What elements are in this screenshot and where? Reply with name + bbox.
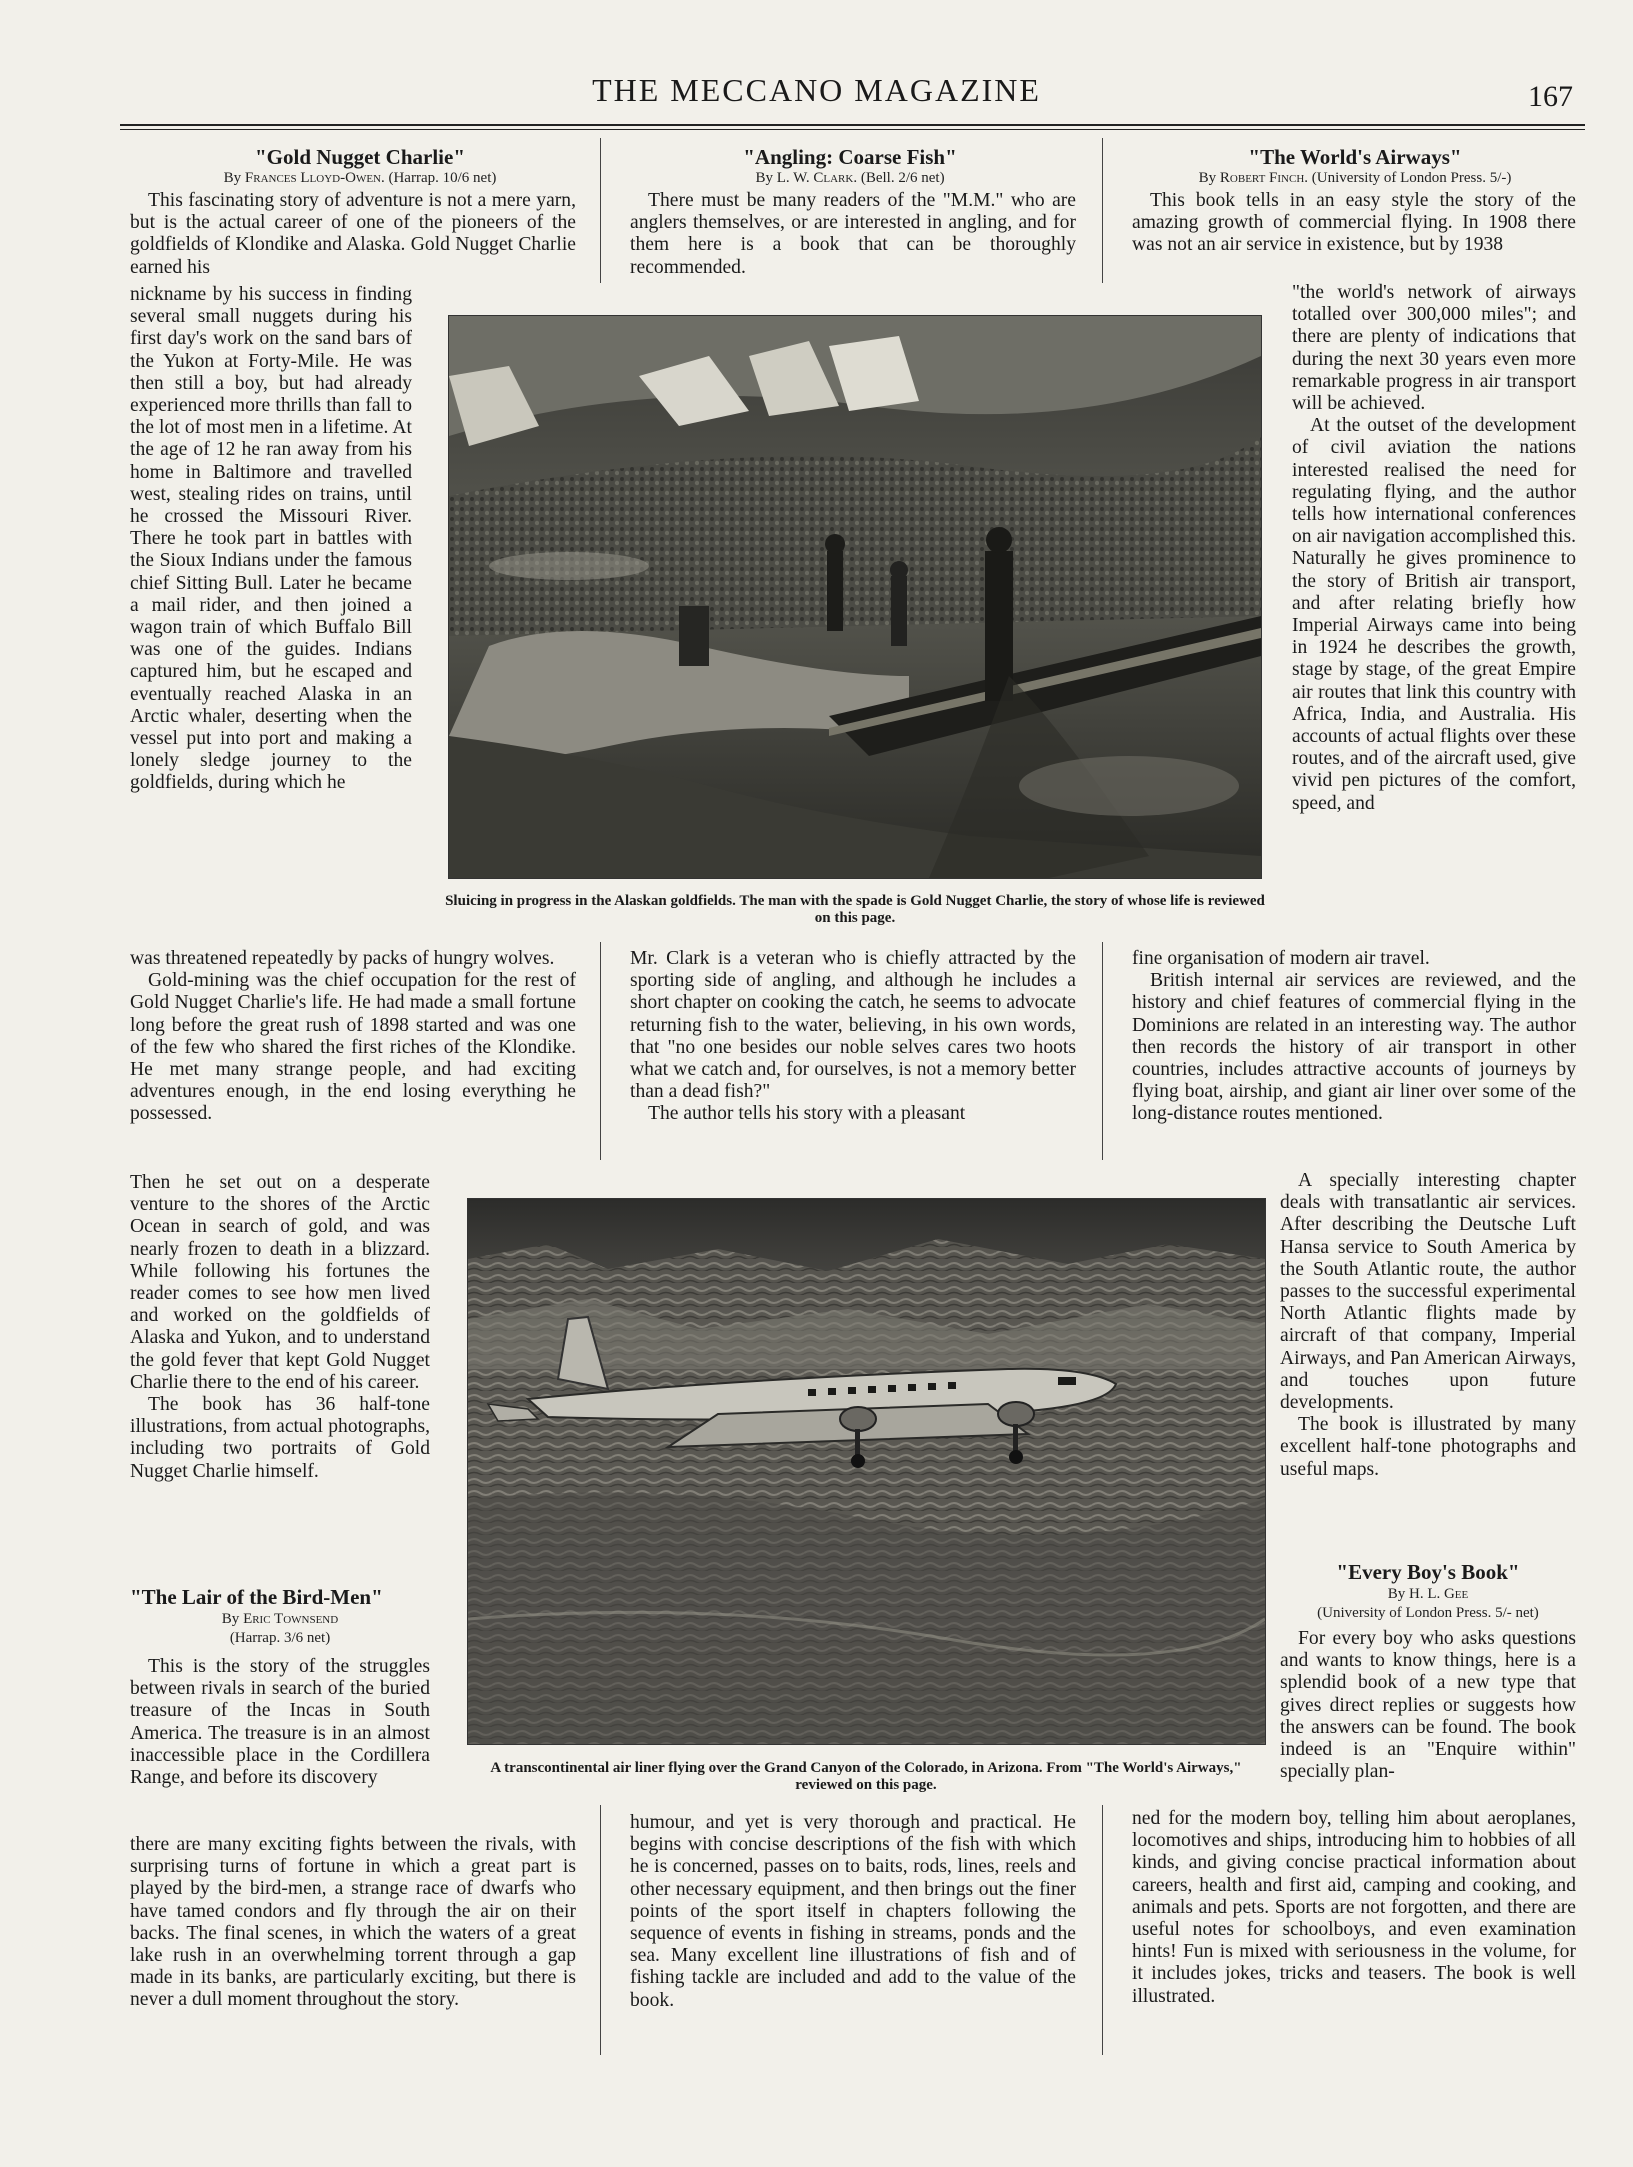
column-rule-6 (1102, 1805, 1103, 2055)
airliner-caption: A transcontinental air liner flying over the Grand Canyon of the Colorado, in Arizona. From "The World's Airways," reviewed on this page. (490, 1760, 1242, 1793)
paragraph: British internal air services are reviewed, and the history and chief features of commercial flying in the Dominions are related in an interesting way. The author then records the history of air transport in other countries, includes attractive accounts of journeys by flying boat, airship, and giant air liner over some of the long-distance routes mentioned. (1132, 970, 1576, 1125)
byline-publisher: (Harrap. 3/6 net) (229, 1630, 331, 1646)
paragraph: there are many exciting fights between the rivals, with surprising turns of fortune in which a great part is played by the bird-men, a strange race of dwarfs who have tamed condors and fly through the air on their backs. The final scenes, in which the waters of a great lake rush in an overwhelming torrent through a gap made in its banks, are particularly exciting, but there is never a dull moment throughout the story. (130, 1834, 576, 2011)
paragraph: There must be many readers of the "M.M." who are anglers themselves, or are interested in angling, and for them here is a book that can be thoroughly recommended. (630, 190, 1076, 278)
byline-angling (620, 170, 1080, 187)
byline-gold-nugget (130, 170, 590, 187)
paragraph: This is the story of the struggles between rivals in search of the buried treasure of the Incas in South America. The treasure is in an almost inaccessible place in the Cordillera Range, and before its discovery (130, 1656, 430, 1789)
byline-by: By (223, 170, 242, 186)
paragraph: Gold-mining was the chief occupation for the rest of Gold Nugget Charlie's life. He had made a small fortune long before the great rush of 1898 started and was one of the few who shared the first riches of the Klondike. He met many strange people, and had exciting adventures enough, in the end losing everything he possessed. (130, 970, 576, 1125)
article-body-airways-top (1132, 190, 1576, 284)
paragraph: At the outset of the development of civil aviation the nations interested realised the need for regulating flying, and the author tells how international conferences on air navigation accomplished this. Naturally he gives prominence to the story of British air transport, and after relating briefly how Imperial Airways came into being in 1924 he describes the growth, stage by stage, of the great Empire air routes that link this country with Africa, India, and Australia. His accounts of actual flights over these routes, and of the aircraft used, give vivid pen pictures of the comfort, speed, and (1292, 415, 1576, 814)
paragraph: The book has 36 half-tone illustrations, from actual photographs, including two portraits of Gold Nugget Charlie himself. (130, 1394, 430, 1482)
byline-by: By (1387, 1586, 1406, 1602)
header-rule (120, 124, 1585, 126)
byline-publisher: (Harrap. 10/6 net) (388, 170, 497, 186)
byline-airways (1125, 170, 1585, 187)
paragraph: The author tells his story with a pleasant (648, 1103, 966, 1125)
article-body-gold-nugget-narrow (130, 284, 412, 956)
byline-author: L. W. Clark. (776, 170, 858, 186)
byline-publisher: (Bell. 2/6 net) (860, 170, 945, 186)
article-body-gold-nugget-wide (130, 948, 576, 1158)
airliner-photo (467, 1198, 1266, 1745)
article-body-angling-bottom (630, 1812, 1076, 2062)
article-title-gold-nugget: "Gold Nugget Charlie" (255, 145, 465, 169)
paragraph: Mr. Clark is a veteran who is chiefly attracted by the sporting side of angling, and although he includes a short chapter on cooking the catch, he seems to advocate returning fish to the water, believing, in his own words, that "no one besides our noble selves cares two hoots what we catch and, for ourselves, is not a memory better than a dead fish?" (630, 948, 1076, 1103)
byline-every-boy (1270, 1585, 1586, 1623)
paragraph: "the world's network of airways totalled over 300,000 miles"; and there are plenty of indications that during the next 30 years even more remarkable progress in air transport will be achieved. (1292, 282, 1576, 415)
header-rule-thin (120, 129, 1585, 130)
paragraph: The book is illustrated by many excellent half-tone photographs and useful maps. (1280, 1414, 1576, 1480)
article-title-angling: "Angling: Coarse Fish" (743, 145, 957, 169)
byline-by: By (755, 170, 773, 186)
byline-by: By (1198, 170, 1217, 186)
paragraph: This book tells in an easy style the story of the amazing growth of commercial flying. In 1908 there was not an air service in existence, but by 1938 (1132, 190, 1576, 256)
byline-author: H. L. Gee (1408, 1586, 1469, 1602)
page-number: 167 (1528, 80, 1573, 113)
byline-publisher: (University of London Press. 5/- net) (1317, 1605, 1539, 1621)
article-body-airways-narrow (1292, 282, 1576, 948)
article-body-gold-nugget-top (130, 190, 576, 284)
byline-by: By (221, 1611, 240, 1627)
paragraph: was threatened repeatedly by packs of hungry wolves. (130, 948, 555, 969)
paragraph: A specially interesting chapter deals with transatlantic air services. After describing the Deutsche Luft Hansa service to South America by the South Atlantic route, the author passes to the successful experimental North Atlantic flights made by aircraft of that company, Imperial Airways, and Pan American Airways, and touches upon future developments. (1280, 1170, 1576, 1414)
article-body-gold-nugget-lower (130, 1172, 430, 1572)
column-rule-5 (600, 1805, 601, 2055)
article-body-every-boy-wide (1132, 1808, 1576, 2058)
paragraph: ned for the modern boy, telling him about aeroplanes, locomotives and ships, introducing him to hobbies of all kinds, and giving concise practical information about careers, health and first aid, camping and cooking, and animals and pets. Sports are not forgotten, and there are useful notes for schoolboys, and even examination hints! Fun is mixed with seriousness in the volume, for it includes jokes, tricks and teasers. The book is well illustrated. (1132, 1808, 1576, 2007)
paragraph: Then he set out on a desperate venture to the shores of the Arctic Ocean in search of gold, and was nearly frozen to death in a blizzard. While following his fortunes the reader comes to see how men lived and worked on the goldfields of Alaska and Yukon, and to understand the gold fever that kept Gold Nugget Charlie there to the end of his career. (130, 1172, 430, 1393)
article-body-every-boy-narrow (1280, 1628, 1576, 1808)
article-body-airways-wide (1132, 948, 1576, 1172)
paragraph: This fascinating story of adventure is not a mere yarn, but is the actual career of one of the pioneers of the goldfields of Klondike and Alaska. Gold Nugget Charlie earned his (130, 190, 576, 278)
byline-author: Robert Finch. (1219, 170, 1309, 186)
paragraph: For every boy who asks questions and wants to know things, here is a splendid book of a new type that gives direct replies or suggests how the answers can be found. The book indeed is an "Enquire within" specially plan- (1280, 1628, 1576, 1783)
column-rule-4 (1102, 942, 1103, 1160)
article-title-bird-men: "The Lair of the Bird-Men" (130, 1585, 383, 1609)
article-body-bird-men-wide (130, 1834, 576, 2064)
paragraph: nickname by his success in finding several small nuggets during his first day's work on the sand bars of the Yukon at Forty-Mile. He was then still a boy, but had already experienced more thrills than fall to the lot of most men in a lifetime. At the age of 12 he ran away from his home in Baltimore and travelled west, stealing rides on trains, until he crossed the Missouri River. There he took part in battles with the Sioux Indians under the famous chief Sitting Bull. Later he became a mail rider, and then joined a wagon train of which Buffalo Bill was one of the guides. Indians captured him, but he escaped and eventually reached Alaska in an Arctic whaler, deserting when the vessel put into port and making a lonely sledge journey to the goldfields, during which he (130, 284, 412, 794)
article-body-bird-men-narrow (130, 1656, 430, 1834)
column-rule-2 (1102, 138, 1103, 283)
column-rule-1 (600, 138, 601, 283)
byline-publisher: (University of London Press. 5/-) (1311, 170, 1512, 186)
article-title-airways: "The World's Airways" (1248, 145, 1462, 169)
byline-author: Eric Townsend (243, 1611, 339, 1627)
goldfields-caption: Sluicing in progress in the Alaskan goldfields. The man with the spade is Gold Nugget Charlie, the story of whose life is reviewed on this page. (445, 893, 1265, 926)
byline-bird-men (130, 1610, 430, 1648)
paragraph: humour, and yet is very thorough and practical. He begins with concise descriptions of the fish with which he is concerned, passes on to baits, rods, lines, reels and other necessary equipment, and then brings out the finer points of the sport itself in chapters following the sequence of events in fishing in streams, ponds and the sea. Many excellent line illustrations of fish and of fishing tackle are included and add to the value of the book. (630, 1812, 1076, 2011)
magazine-title: THE MECCANO MAGAZINE (592, 72, 1041, 108)
article-body-angling-mid (630, 948, 1076, 1160)
article-body-angling-top (630, 190, 1076, 284)
goldfields-photo (448, 315, 1262, 879)
article-title-every-boy: "Every Boy's Book" (1336, 1560, 1520, 1584)
paragraph: fine organisation of modern air travel. (1132, 948, 1430, 969)
article-body-airways-lower (1280, 1170, 1576, 1550)
column-rule-3 (600, 942, 601, 1160)
byline-author: Frances Lloyd-Owen. (244, 170, 385, 186)
